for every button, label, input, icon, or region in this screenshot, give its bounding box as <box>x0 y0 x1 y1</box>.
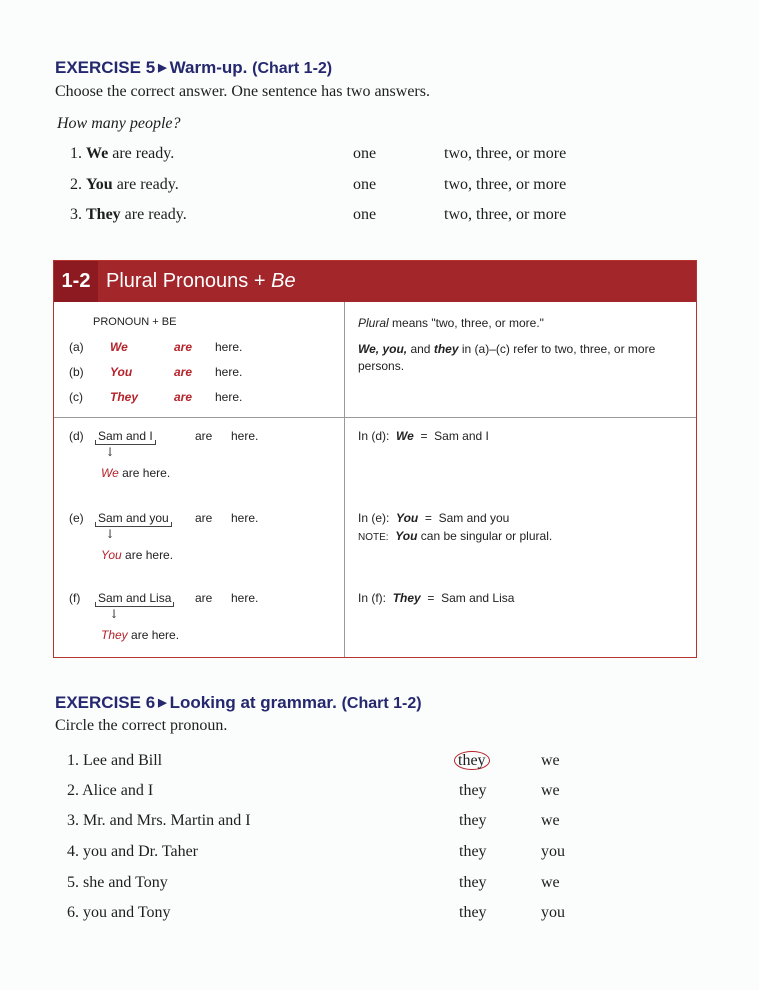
note-pronoun: We <box>396 429 414 443</box>
row-label: (c) <box>69 390 83 404</box>
note-bold: they <box>433 342 459 356</box>
rest-text: here. <box>231 429 259 443</box>
note-text: can be singular or plural. <box>417 529 553 543</box>
pronoun-option[interactable]: they <box>459 782 487 799</box>
note-label: NOTE: <box>358 532 389 543</box>
note-e <box>358 511 509 525</box>
exercise-5-question: How many people? <box>57 115 181 132</box>
item-subject: They <box>86 206 121 223</box>
be-verb: are <box>195 591 213 605</box>
exercise-5-item <box>70 176 179 194</box>
result-sentence <box>101 548 173 562</box>
bracketed-phrase <box>95 511 172 525</box>
phrase-text: Sam and Lisa <box>95 591 174 607</box>
pronoun-option[interactable]: they <box>459 904 487 921</box>
exercise-6-item <box>67 752 162 770</box>
result-rest: are here. <box>121 548 174 562</box>
rest-text: here. <box>215 390 243 404</box>
item-rest: are ready. <box>120 206 187 223</box>
answer-option-more[interactable]: two, three, or more <box>444 145 567 162</box>
phrase-text: Sam and I <box>95 429 156 445</box>
pronoun-option[interactable]: we <box>541 782 560 799</box>
rest-text: here. <box>215 365 243 379</box>
note-refer <box>358 341 683 375</box>
note-text: in (a)–(c) refer to two, three, or more persons. <box>358 342 656 373</box>
pronoun: We <box>110 340 128 354</box>
note-value: Sam and you <box>438 511 510 525</box>
item-rest: are ready. <box>112 176 179 193</box>
result-pronoun: You <box>101 548 122 562</box>
row-label: (f) <box>69 591 81 605</box>
item-number: 3. <box>67 812 79 829</box>
note-pronoun: You <box>395 529 418 543</box>
chart-title-italic: Be <box>271 270 296 292</box>
result-rest: are here. <box>127 628 180 642</box>
row-divider <box>54 417 696 418</box>
pronoun-option[interactable]: you <box>541 904 565 921</box>
bracketed-phrase <box>95 429 156 443</box>
exercise-5-item <box>70 206 187 224</box>
note-pronoun: You <box>396 511 419 525</box>
item-text: Lee and Bill <box>83 752 163 769</box>
note-value: Sam and Lisa <box>441 591 515 605</box>
exercise-5-item <box>70 145 174 163</box>
exercise-5-heading <box>55 58 332 78</box>
be-verb: are <box>195 511 213 525</box>
chart-title-text: Plural Pronouns + <box>106 270 272 292</box>
result-sentence <box>101 466 170 480</box>
row-label: (d) <box>69 429 84 443</box>
exercise-6-label: EXERCISE 6 <box>55 693 156 712</box>
bracketed-phrase <box>95 591 174 605</box>
equals-sign: = <box>427 591 435 605</box>
exercise-6-item <box>67 782 153 800</box>
item-number: 6. <box>67 904 79 921</box>
chart-number: 1-2 <box>54 261 98 302</box>
exercise-6-item <box>67 843 198 861</box>
pronoun-option[interactable]: they <box>459 843 487 860</box>
note-text: and <box>407 342 434 356</box>
exercise-5-chart-ref: (Chart 1-2) <box>252 60 333 77</box>
answer-option-one[interactable]: one <box>353 176 377 193</box>
pronoun-option[interactable]: we <box>541 874 560 891</box>
equals-sign: = <box>420 429 428 443</box>
row-label: (e) <box>69 511 84 525</box>
item-number: 5. <box>67 874 79 891</box>
pronoun: You <box>110 365 133 379</box>
pronoun-option-circled[interactable] <box>459 752 490 770</box>
exercise-5-title: Warm-up. <box>169 58 248 77</box>
rest-text: here. <box>231 511 259 525</box>
exercise-6-item <box>67 904 170 922</box>
item-text: she and Tony <box>83 874 168 891</box>
be-verb: are <box>195 429 213 443</box>
item-text: Alice and I <box>82 782 154 799</box>
exercise-6-heading <box>55 693 422 713</box>
note-plural <box>358 316 688 330</box>
column-divider <box>344 302 345 657</box>
note-d <box>358 429 489 443</box>
note-italic: Plural <box>358 316 389 330</box>
item-number: 2. <box>67 782 79 799</box>
be-verb: are <box>174 340 193 354</box>
pronoun-option[interactable]: they <box>459 812 487 829</box>
pronoun-option[interactable]: we <box>541 752 560 769</box>
exercise-6-item <box>67 812 251 830</box>
item-number: 4. <box>67 843 79 860</box>
be-verb: are <box>174 390 193 404</box>
down-arrow-icon: ↓ <box>105 445 116 459</box>
column-header: PRONOUN + BE <box>93 316 177 328</box>
item-subject: We <box>86 145 109 162</box>
row-label: (a) <box>69 340 84 354</box>
note-f <box>358 591 514 605</box>
pronoun-option[interactable]: you <box>541 843 565 860</box>
item-number: 1. <box>70 145 82 162</box>
result-pronoun: They <box>101 628 128 642</box>
pronoun-option[interactable]: we <box>541 812 560 829</box>
item-subject: You <box>86 176 113 193</box>
note-prefix: In (e): <box>358 511 390 525</box>
note-pronoun: They <box>392 591 421 605</box>
result-pronoun: We <box>101 466 119 480</box>
note-text: means "two, three, or more." <box>388 316 544 330</box>
rest-text: here. <box>231 591 259 605</box>
result-sentence <box>101 628 179 642</box>
item-text: you and Tony <box>83 904 171 921</box>
item-text: you and Dr. Taher <box>83 843 198 860</box>
rest-text: here. <box>215 340 243 354</box>
result-rest: are here. <box>118 466 171 480</box>
equals-sign: = <box>424 511 432 525</box>
pronoun: They <box>110 390 139 404</box>
be-verb: are <box>174 365 193 379</box>
exercise-6-chart-ref: (Chart 1-2) <box>341 695 422 712</box>
grammar-chart <box>53 260 697 658</box>
note-value: Sam and I <box>434 429 489 443</box>
row-label: (b) <box>69 365 84 379</box>
circled-answer[interactable]: they <box>454 751 490 770</box>
down-arrow-icon: ↓ <box>109 607 120 621</box>
answer-option-one[interactable]: one <box>353 145 377 162</box>
item-number: 1. <box>67 752 79 769</box>
chart-title <box>106 261 296 302</box>
note-prefix: In (d): <box>358 429 390 443</box>
chart-header <box>54 261 696 302</box>
down-arrow-icon: ↓ <box>105 527 116 541</box>
item-rest: are ready. <box>108 145 175 162</box>
answer-option-more[interactable]: two, three, or more <box>444 206 567 223</box>
play-triangle-icon: ▶ <box>158 62 167 74</box>
answer-option-one[interactable]: one <box>353 206 377 223</box>
exercise-5-label: EXERCISE 5 <box>55 58 156 77</box>
exercise-6-title: Looking at grammar. <box>169 693 337 712</box>
note-singular-plural <box>358 529 552 543</box>
exercise-5-instruction: Choose the correct answer. One sentence has two answers. <box>55 83 430 100</box>
phrase-text: Sam and you <box>95 511 172 527</box>
answer-option-more[interactable]: two, three, or more <box>444 176 567 193</box>
play-triangle-icon: ▶ <box>158 697 167 709</box>
item-number: 2. <box>70 176 82 193</box>
pronoun-option[interactable]: they <box>459 874 487 891</box>
note-bold: We, you, <box>358 342 408 356</box>
exercise-6-item <box>67 874 168 892</box>
note-prefix: In (f): <box>358 591 387 605</box>
item-text: Mr. and Mrs. Martin and I <box>83 812 251 829</box>
item-number: 3. <box>70 206 82 223</box>
exercise-6-instruction: Circle the correct pronoun. <box>55 717 228 734</box>
